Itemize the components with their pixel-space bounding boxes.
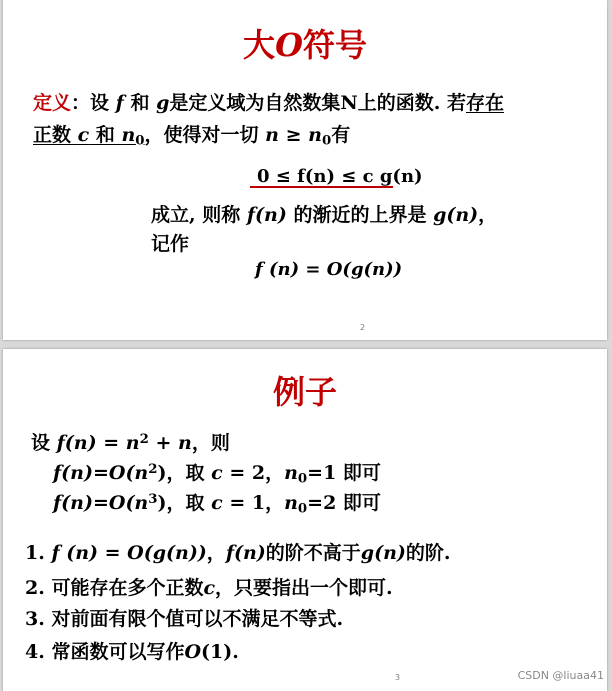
var-n: n — [265, 124, 279, 146]
example-line-3 — [53, 488, 381, 516]
example-line-2 — [53, 458, 381, 486]
big-o: O(n — [108, 492, 149, 514]
definition-line-2 — [33, 120, 350, 148]
slide-2 — [3, 0, 607, 340]
superscript: 2 — [148, 462, 158, 478]
text: 记作 — [151, 233, 190, 255]
slide-title: 例子 — [272, 373, 337, 411]
definition-line-4 — [151, 200, 497, 227]
var-n: n — [125, 432, 140, 454]
text: 成立, 则称 — [151, 204, 247, 226]
text: 的渐近的上界是 — [286, 204, 434, 226]
var-n: n — [284, 492, 298, 514]
text: = — [92, 492, 109, 514]
big-o: O — [184, 641, 202, 663]
text: + — [148, 432, 178, 454]
f-of-n: f(n) — [246, 204, 287, 226]
inequality-text: 0 ≤ f(n) ≤ c g(n) — [257, 166, 423, 187]
text: = — [96, 432, 126, 454]
g-of-n: g(n) — [433, 204, 479, 226]
text: =1 即可 — [307, 462, 381, 484]
underlined-exist: 存在 — [465, 92, 504, 114]
text: 2. 可能存在多个正数 — [25, 577, 204, 599]
subscript: 0 — [297, 501, 308, 517]
example-line-1 — [31, 428, 230, 455]
definition-label: 定义 — [33, 92, 72, 114]
point-1 — [25, 538, 451, 565]
subscript: 0 — [135, 133, 145, 149]
text: 的阶不高于 — [265, 542, 361, 564]
title-o: O — [275, 26, 303, 64]
colon: ： — [71, 92, 91, 114]
var-g: g — [156, 92, 170, 114]
definition-line-1 — [33, 88, 504, 115]
title-text-post: 符号 — [302, 26, 367, 64]
formula-text: f (n) = O(g(n)) — [255, 259, 403, 280]
text: 和 — [123, 92, 157, 114]
formula-text: f (n) = O(g(n)) — [51, 542, 207, 564]
text: ，使得对一切 — [144, 124, 266, 146]
inequality-underline — [250, 186, 393, 188]
slide-title — [3, 20, 607, 66]
var-f: f — [115, 92, 124, 114]
slide-3 — [3, 349, 607, 691]
text: 正数 — [33, 124, 78, 146]
text: =2 即可 — [307, 492, 381, 514]
point-2 — [25, 573, 393, 600]
text: = 1， — [222, 492, 285, 514]
inequality — [257, 166, 423, 187]
title-text: 大 — [243, 26, 276, 64]
point-4 — [25, 637, 239, 664]
var-c: c — [211, 462, 223, 484]
subscript: 0 — [297, 471, 308, 487]
text: = — [92, 462, 109, 484]
text: 1. — [25, 542, 52, 564]
g-of-n: g(n) — [360, 542, 406, 564]
f-of-n: f(n) — [225, 542, 266, 564]
f-of-n: f(n) — [53, 462, 93, 484]
var-n: n — [308, 124, 322, 146]
text: 3. 对前面有限个值可以不满足不等式. — [25, 608, 344, 630]
var-c: c — [77, 124, 90, 146]
ge-sign: ≥ — [278, 124, 309, 146]
page-number: 2 — [360, 323, 366, 332]
var-n: n — [121, 124, 136, 146]
text: 有 — [331, 124, 351, 146]
text: ， — [206, 542, 226, 564]
notation-formula — [255, 259, 402, 280]
point-3 — [25, 604, 343, 631]
definition-line-5 — [151, 229, 189, 256]
text: 设 — [90, 92, 116, 114]
superscript: 2 — [139, 432, 149, 448]
subscript: 0 — [321, 133, 332, 149]
text: 的阶. — [405, 542, 451, 564]
var-c: c — [211, 492, 223, 514]
text: 是定义域为自然数集N上的函数. 若 — [169, 92, 466, 114]
text: = 2， — [222, 462, 285, 484]
text: (1). — [201, 641, 239, 663]
f-of-n: f(n) — [53, 492, 93, 514]
underlined-positive-constants — [33, 124, 145, 149]
var-n: n — [284, 462, 298, 484]
f-of-n: f(n) — [56, 432, 97, 454]
text: ，只要指出一个即可. — [215, 577, 393, 599]
var-c: c — [203, 577, 216, 599]
watermark: CSDN @liuaa41 — [517, 669, 604, 682]
text: 和 — [89, 124, 122, 146]
var-n: n — [178, 432, 192, 454]
superscript: 3 — [148, 492, 158, 508]
text: 设 — [31, 432, 57, 454]
text: )，取 — [157, 462, 212, 484]
text: )，取 — [157, 492, 212, 514]
big-o: O(n — [108, 462, 149, 484]
page-number: 3 — [395, 673, 401, 682]
text: 4. 常函数可以写作 — [25, 641, 185, 663]
text: ， — [478, 204, 498, 226]
text: ，则 — [191, 432, 230, 454]
